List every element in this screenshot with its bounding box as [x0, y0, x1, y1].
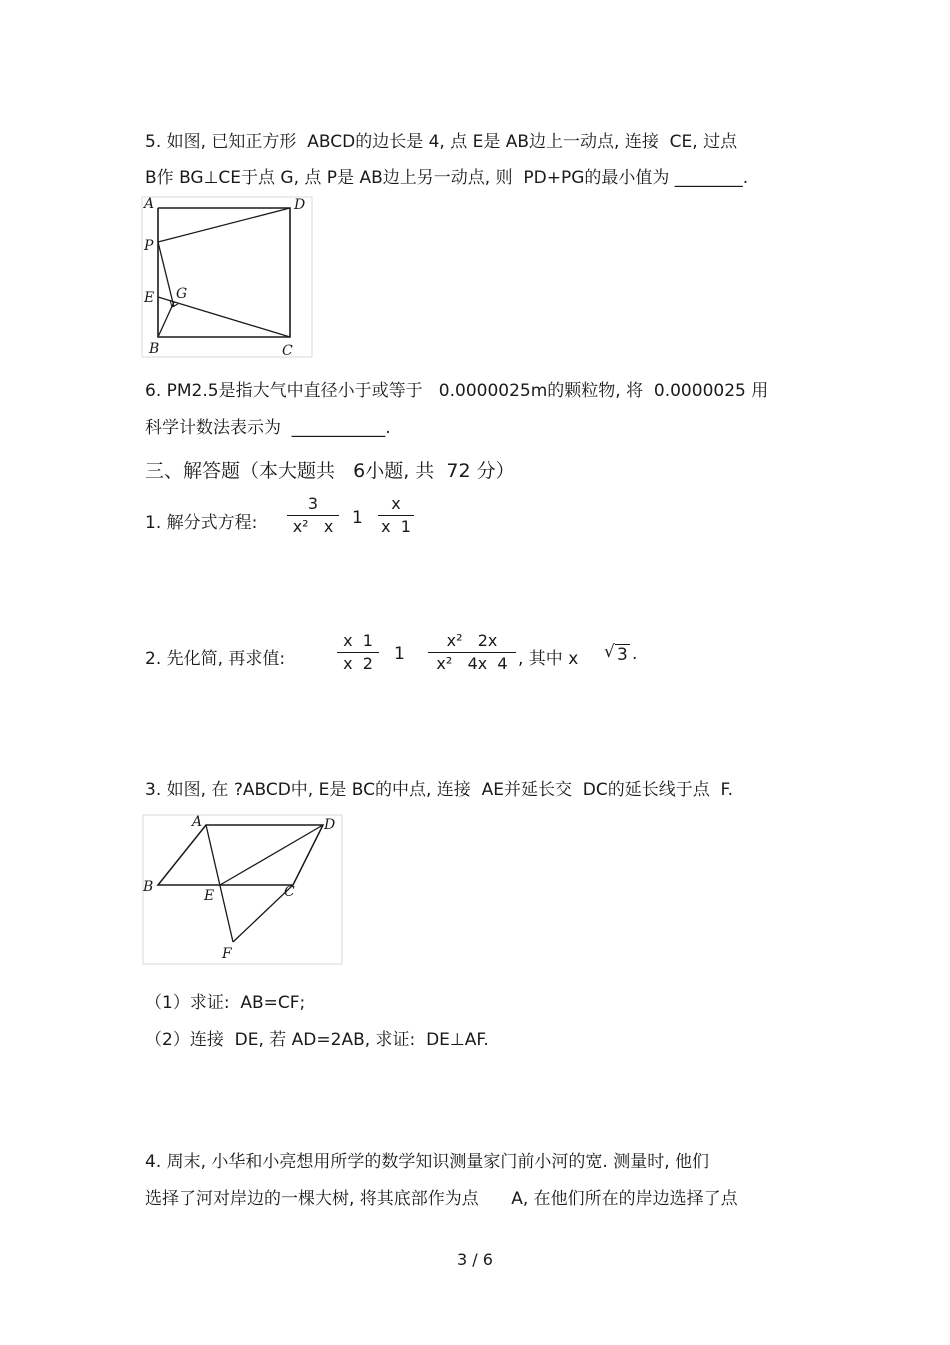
sqrt-sign: √	[604, 642, 615, 662]
segment-af	[206, 825, 233, 942]
label-B: B	[143, 879, 154, 895]
p1-fraction-2	[378, 494, 414, 537]
p2-suffix: , 其中 x	[518, 649, 579, 669]
section-heading: 三、解答题（本大题共 6小题, 共 72 分）	[145, 460, 515, 482]
label-C: C	[282, 343, 293, 359]
square-figure	[140, 195, 315, 360]
p1-fraction-1	[287, 494, 339, 537]
label-F: F	[222, 946, 232, 962]
p1-prefix: 1. 解分式方程:	[145, 513, 258, 533]
q6-line2: 科学计数法表示为 ___________.	[145, 418, 391, 438]
p2-mid: 1	[394, 644, 405, 664]
p2-frac2-den: x² 4x 4	[436, 654, 508, 673]
p3-sub1: （1）求证: AB=CF;	[145, 993, 306, 1013]
sqrt-radicand: 3	[617, 645, 628, 665]
page-number: 3 / 6	[457, 1250, 493, 1269]
p2-frac1-den: x 2	[343, 654, 373, 673]
label-G: G	[176, 286, 188, 302]
q5-line2: B作 BG⊥CE于点 G, 点 P是 AB边上另一动点, 则 PD+PG的最小值为 ________.	[145, 168, 749, 188]
segment-pd	[158, 208, 290, 242]
p2-fraction-2	[428, 631, 516, 674]
label-D: D	[294, 197, 306, 213]
parallelogram-figure	[140, 812, 345, 967]
p2-frac1-num: x 1	[343, 631, 373, 650]
p1-mid: 1	[352, 508, 363, 528]
p4-line1: 4. 周末, 小华和小亮想用所学的数学知识测量家门前小河的宽. 测量时, 他们	[145, 1152, 710, 1172]
segment-ce	[158, 297, 290, 337]
label-B: B	[149, 341, 160, 357]
p1-frac2-num: x	[391, 494, 401, 513]
label-D: D	[324, 817, 336, 833]
label-E: E	[204, 888, 215, 904]
label-E: E	[144, 290, 155, 306]
p3-sub2: （2）连接 DE, 若 AD=2AB, 求证: DE⊥AF.	[145, 1030, 489, 1050]
label-C: C	[284, 884, 295, 900]
p4-line2: 选择了河对岸边的一棵大树, 将其底部作为点 A, 在他们所在的岸边选择了点	[145, 1189, 738, 1209]
label-A: A	[144, 196, 155, 212]
p2-prefix: 2. 先化简, 再求值:	[145, 649, 286, 669]
p2-end: .	[632, 644, 638, 664]
p2-fraction-1	[337, 631, 379, 674]
q5-line1: 5. 如图, 已知正方形 ABCD的边长是 4, 点 E是 AB边上一动点, 连接 CE, 过点	[145, 132, 738, 152]
parallelogram-abcd	[158, 825, 323, 885]
p1-frac2-den: x 1	[381, 517, 411, 536]
label-A: A	[192, 814, 203, 830]
p1-frac1-den: x² x	[292, 517, 334, 536]
q6-line1: 6. PM2.5是指大气中直径小于或等于 0.0000025m的颗粒物, 将 0.0000025 用	[145, 381, 769, 401]
p2-frac2-num: x² 2x	[446, 631, 498, 650]
label-P: P	[144, 238, 154, 254]
p3-line1: 3. 如图, 在 ?ABCD中, E是 BC的中点, 连接 AE并延长交 DC的延长线于点 F.	[145, 780, 734, 800]
p1-frac1-num: 3	[307, 494, 319, 513]
